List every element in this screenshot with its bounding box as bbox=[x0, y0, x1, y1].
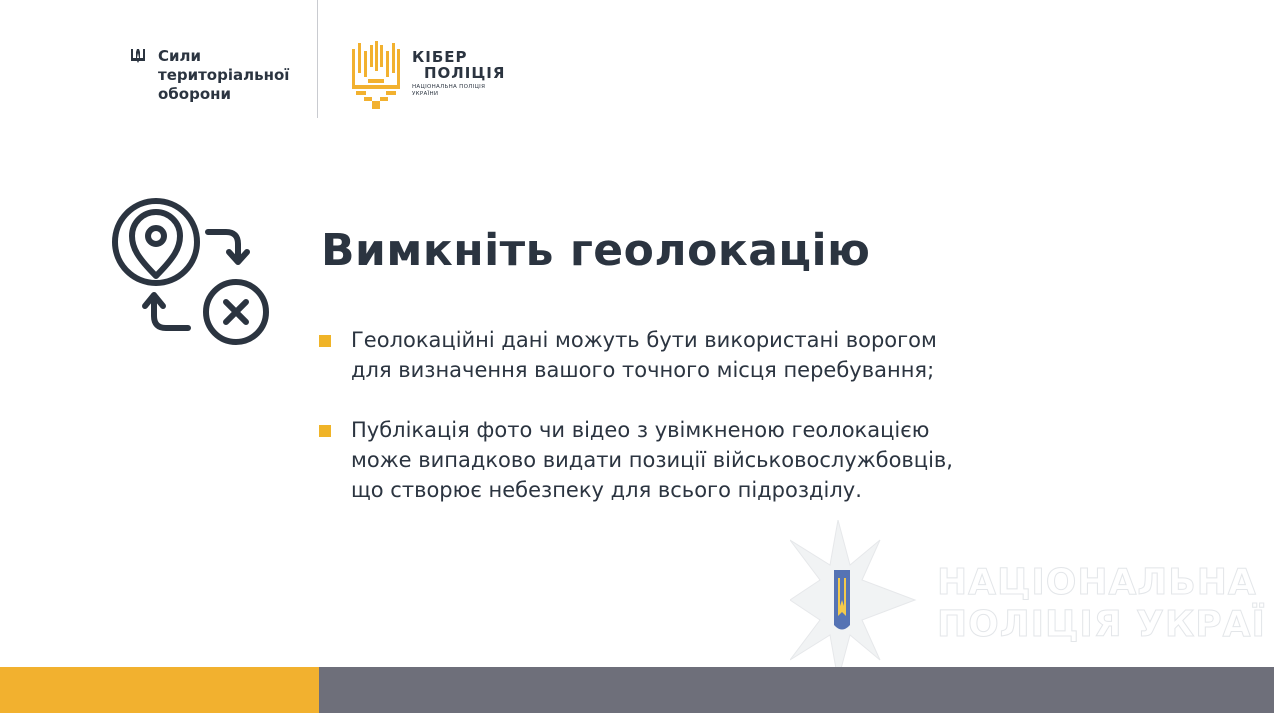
police-star-icon bbox=[790, 520, 920, 680]
cyber-police-logo bbox=[350, 41, 505, 111]
bullet-line: для визначення вашого точного місця перебування; bbox=[351, 358, 935, 382]
tdf-name bbox=[158, 47, 289, 104]
watermark-line: НАЦІОНАЛЬНА bbox=[937, 562, 1257, 603]
slide-title: Вимкніть геолокацію bbox=[321, 225, 871, 276]
bullet-text bbox=[351, 415, 953, 505]
cyber-sub-line: УКРАЇНИ bbox=[412, 91, 439, 97]
bullet-line: що створює небезпеку для всього підрозділу. bbox=[351, 478, 862, 502]
tdf-name-line: територіальної bbox=[158, 66, 290, 84]
cyber-trident-emblem-icon bbox=[350, 41, 402, 111]
bullet-marker bbox=[319, 335, 331, 347]
bullet-line: може випадково видати позиції військовослужбовців, bbox=[351, 448, 953, 472]
geolocation-off-icon bbox=[108, 198, 272, 348]
footer-accent-bar bbox=[0, 667, 319, 713]
footer-bar bbox=[319, 667, 1274, 713]
header-divider bbox=[317, 0, 318, 118]
cyber-sub-line: НАЦІОНАЛЬНА ПОЛІЦІЯ bbox=[412, 84, 486, 90]
tdf-name-line: оборони bbox=[158, 85, 232, 103]
trident-icon bbox=[130, 48, 146, 64]
bullet-line: Геолокаційні дані можуть бути використані ворогом bbox=[351, 328, 937, 352]
bullet-list bbox=[319, 325, 1039, 535]
tdf-logo bbox=[130, 47, 289, 104]
watermark-text bbox=[937, 562, 1266, 646]
tdf-name-line: Сили bbox=[158, 47, 202, 65]
watermark-line: ПОЛІЦІЯ УКРАЇ bbox=[937, 604, 1266, 645]
cyber-line2: ПОЛІЦІЯ bbox=[424, 64, 506, 82]
cyber-subtitle bbox=[412, 84, 505, 98]
bullet-item bbox=[319, 415, 1039, 505]
bullet-line: Публікація фото чи відео з увімкненою геолокацією bbox=[351, 418, 930, 442]
bullet-text bbox=[351, 325, 937, 385]
bullet-marker bbox=[319, 425, 331, 437]
bullet-item bbox=[319, 325, 1039, 385]
cyber-police-wordmark bbox=[412, 50, 505, 111]
cyber-line1: КІБЕР bbox=[412, 48, 468, 66]
